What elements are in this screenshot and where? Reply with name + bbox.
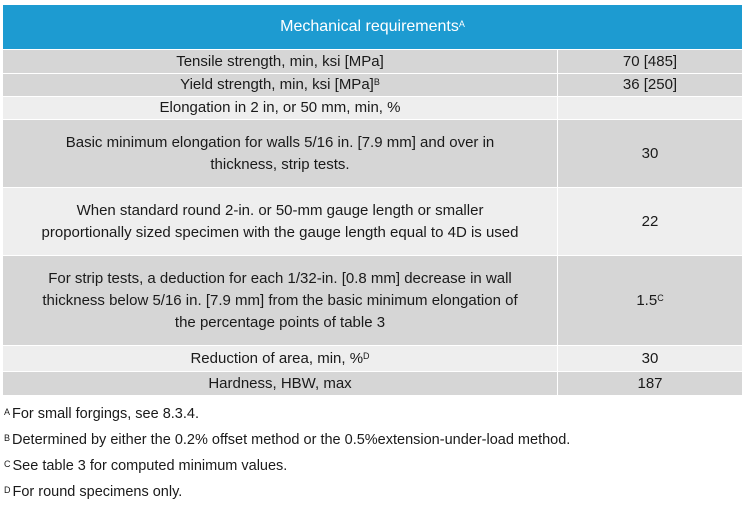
footnote-a: $^A$ For small forgings, see 8.3.4.	[4, 406, 199, 422]
table-header-row	[3, 5, 743, 50]
row-label: Tensile strength, min, ksi [MPa]	[3, 50, 558, 74]
row-label: Yield strength, min, ksi [MPa]$^B$	[3, 74, 558, 97]
footnote-b: $^B$ Determined by either the 0.2% offset method or the 0.5%extension-under-load method.	[4, 432, 571, 448]
table-row-round-specimen	[3, 188, 743, 256]
row-value: $1.5^C$	[558, 256, 743, 346]
table-title-footnote-mark: A	[458, 19, 465, 29]
row-label: Hardness, HBW, max	[3, 372, 558, 396]
row-value: 70 [485]	[558, 50, 743, 74]
row-label: For strip tests, a deduction for each 1/32-in. [0.8 mm] decrease in wall thickness below 5/16 in. [7.9 mm] from the basic minimum elongation of the percentage points of table 3	[3, 256, 558, 346]
row-label: Reduction of area, min, %$^D$	[3, 346, 558, 372]
row-label: When standard round 2-in. or 50-mm gauge length or smaller proportionally sized specimen with the gauge length equal to 4D is used	[3, 188, 558, 256]
table-row-elongation	[3, 97, 743, 120]
footnote-mark: C	[657, 292, 664, 303]
table-row-tensile	[3, 50, 743, 74]
mechanical-requirements-table-wrapper	[2, 4, 742, 396]
row-value	[558, 97, 743, 120]
footnote-mark: D	[363, 350, 370, 361]
footnotes	[4, 401, 740, 505]
footnote-d: $^D$ For round specimens only.	[4, 484, 183, 500]
row-label: Basic minimum elongation for walls 5/16 in. [7.9 mm] and over in thickness, strip tests.	[3, 120, 558, 188]
table-title	[3, 5, 743, 50]
table-row-yield	[3, 74, 743, 97]
table-title-text: Mechanical requirements	[280, 18, 459, 35]
row-value: 30	[558, 120, 743, 188]
table-row-strip-deduction	[3, 256, 743, 346]
footnote-c: $^C$ See table 3 for computed minimum values.	[4, 458, 288, 474]
row-value: 30	[558, 346, 743, 372]
row-value: 187	[558, 372, 743, 396]
footnote-mark: B	[373, 77, 380, 87]
row-label: Elongation in 2 in, or 50 mm, min, %	[3, 97, 558, 120]
table-row-reduction-area	[3, 346, 743, 372]
row-value: 36 [250]	[558, 74, 743, 97]
row-value: 22	[558, 188, 743, 256]
mechanical-requirements-table	[2, 4, 743, 396]
table-row-basic-elongation	[3, 120, 743, 188]
table-row-hardness	[3, 372, 743, 396]
